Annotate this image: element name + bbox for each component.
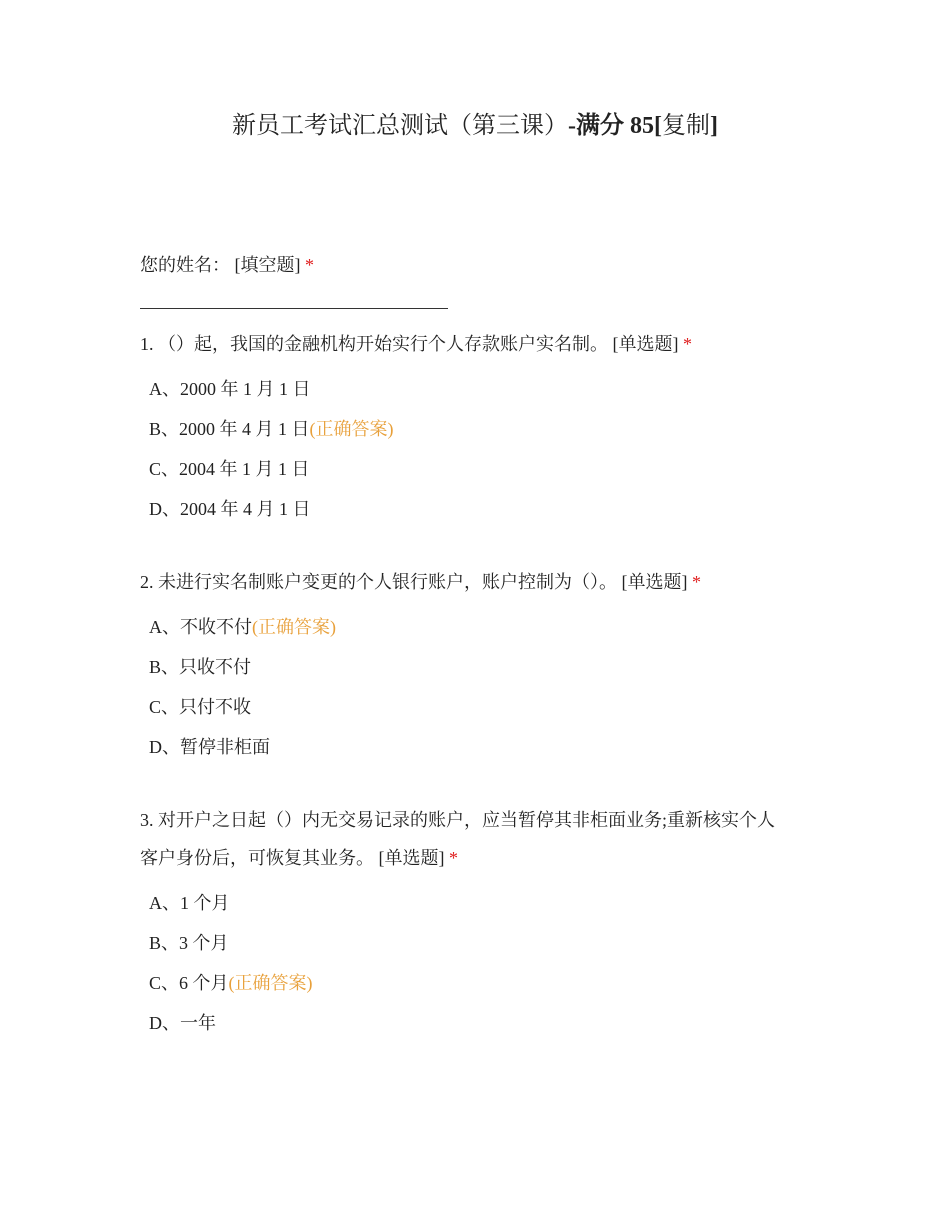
- question-type-tag: [单选题]: [612, 334, 679, 354]
- title-score: -满分 85[: [568, 113, 662, 139]
- questionnaire-body: [140, 246, 820, 1043]
- question-1: [140, 325, 820, 529]
- option-item[interactable]: [140, 369, 820, 409]
- option-label: D、2004 年 4 月 1 日: [149, 499, 311, 519]
- spacer: [140, 529, 820, 563]
- required-mark: *: [449, 848, 458, 868]
- option-item[interactable]: [140, 489, 820, 529]
- option-label: C、只付不收: [149, 697, 252, 717]
- option-label: A、不收不付: [149, 617, 252, 637]
- question-1-text: [140, 325, 820, 363]
- option-item[interactable]: [140, 923, 820, 963]
- required-mark: *: [683, 334, 692, 354]
- question-type-tag: [填空题]: [234, 255, 301, 275]
- option-item[interactable]: [140, 883, 820, 923]
- document-title: [0, 108, 950, 144]
- option-label: D、暂停非柜面: [149, 737, 270, 757]
- option-label: B、3 个月: [149, 933, 229, 953]
- option-item[interactable]: [140, 727, 820, 767]
- correct-answer-tag: (正确答案): [252, 617, 336, 637]
- option-label: A、1 个月: [149, 893, 230, 913]
- correct-answer-tag: (正确答案): [228, 973, 313, 993]
- question-1-options: [140, 369, 820, 529]
- required-mark: *: [692, 572, 701, 592]
- question-2-text: [140, 563, 820, 601]
- question-type-tag: [单选题]: [621, 572, 688, 592]
- name-answer-line[interactable]: [140, 308, 448, 309]
- question-3: [140, 801, 820, 1043]
- spacer: [140, 767, 820, 801]
- name-question: [140, 246, 820, 309]
- title-prefix: 新员工考试汇总测试（第三课）: [232, 113, 568, 139]
- correct-answer-tag: (正确答案): [309, 419, 394, 439]
- option-item[interactable]: [140, 449, 820, 489]
- option-label: B、2000 年 4 月 1 日: [149, 419, 310, 439]
- name-label: 您的姓名：: [140, 255, 230, 275]
- option-item[interactable]: [140, 1003, 820, 1043]
- option-label: B、只收不付: [149, 657, 252, 677]
- option-label: D、一年: [149, 1013, 216, 1033]
- question-3-options: [140, 883, 820, 1043]
- option-label: C、2004 年 1 月 1 日: [149, 459, 310, 479]
- option-label: C、6 个月: [149, 973, 229, 993]
- option-item[interactable]: [140, 607, 820, 647]
- option-item[interactable]: [140, 687, 820, 727]
- option-item[interactable]: [140, 963, 820, 1003]
- question-1-stem: 1. （）起，我国的金融机构开始实行个人存款账户实名制。: [140, 334, 608, 354]
- question-2-options: [140, 607, 820, 767]
- title-copy: 复制: [661, 113, 710, 139]
- question-2-stem: 2. 未进行实名制账户变更的个人银行账户，账户控制为（）。: [140, 572, 617, 592]
- question-2: [140, 563, 820, 767]
- option-item[interactable]: [140, 409, 820, 449]
- question-type-tag: [单选题]: [378, 848, 445, 868]
- question-3-text: [140, 801, 820, 877]
- question-3-stem-line1: 3. 对开户之日起（）内无交易记录的账户，应当暂停其非柜面业务;重新核实个人: [140, 810, 775, 830]
- option-label: A、2000 年 1 月 1 日: [149, 379, 311, 399]
- title-bracket-close: ]: [709, 113, 718, 139]
- required-mark: *: [305, 255, 314, 275]
- option-item[interactable]: [140, 647, 820, 687]
- question-3-stem-line2: 客户身份后，可恢复其业务。: [140, 848, 374, 868]
- name-question-text: [140, 246, 820, 284]
